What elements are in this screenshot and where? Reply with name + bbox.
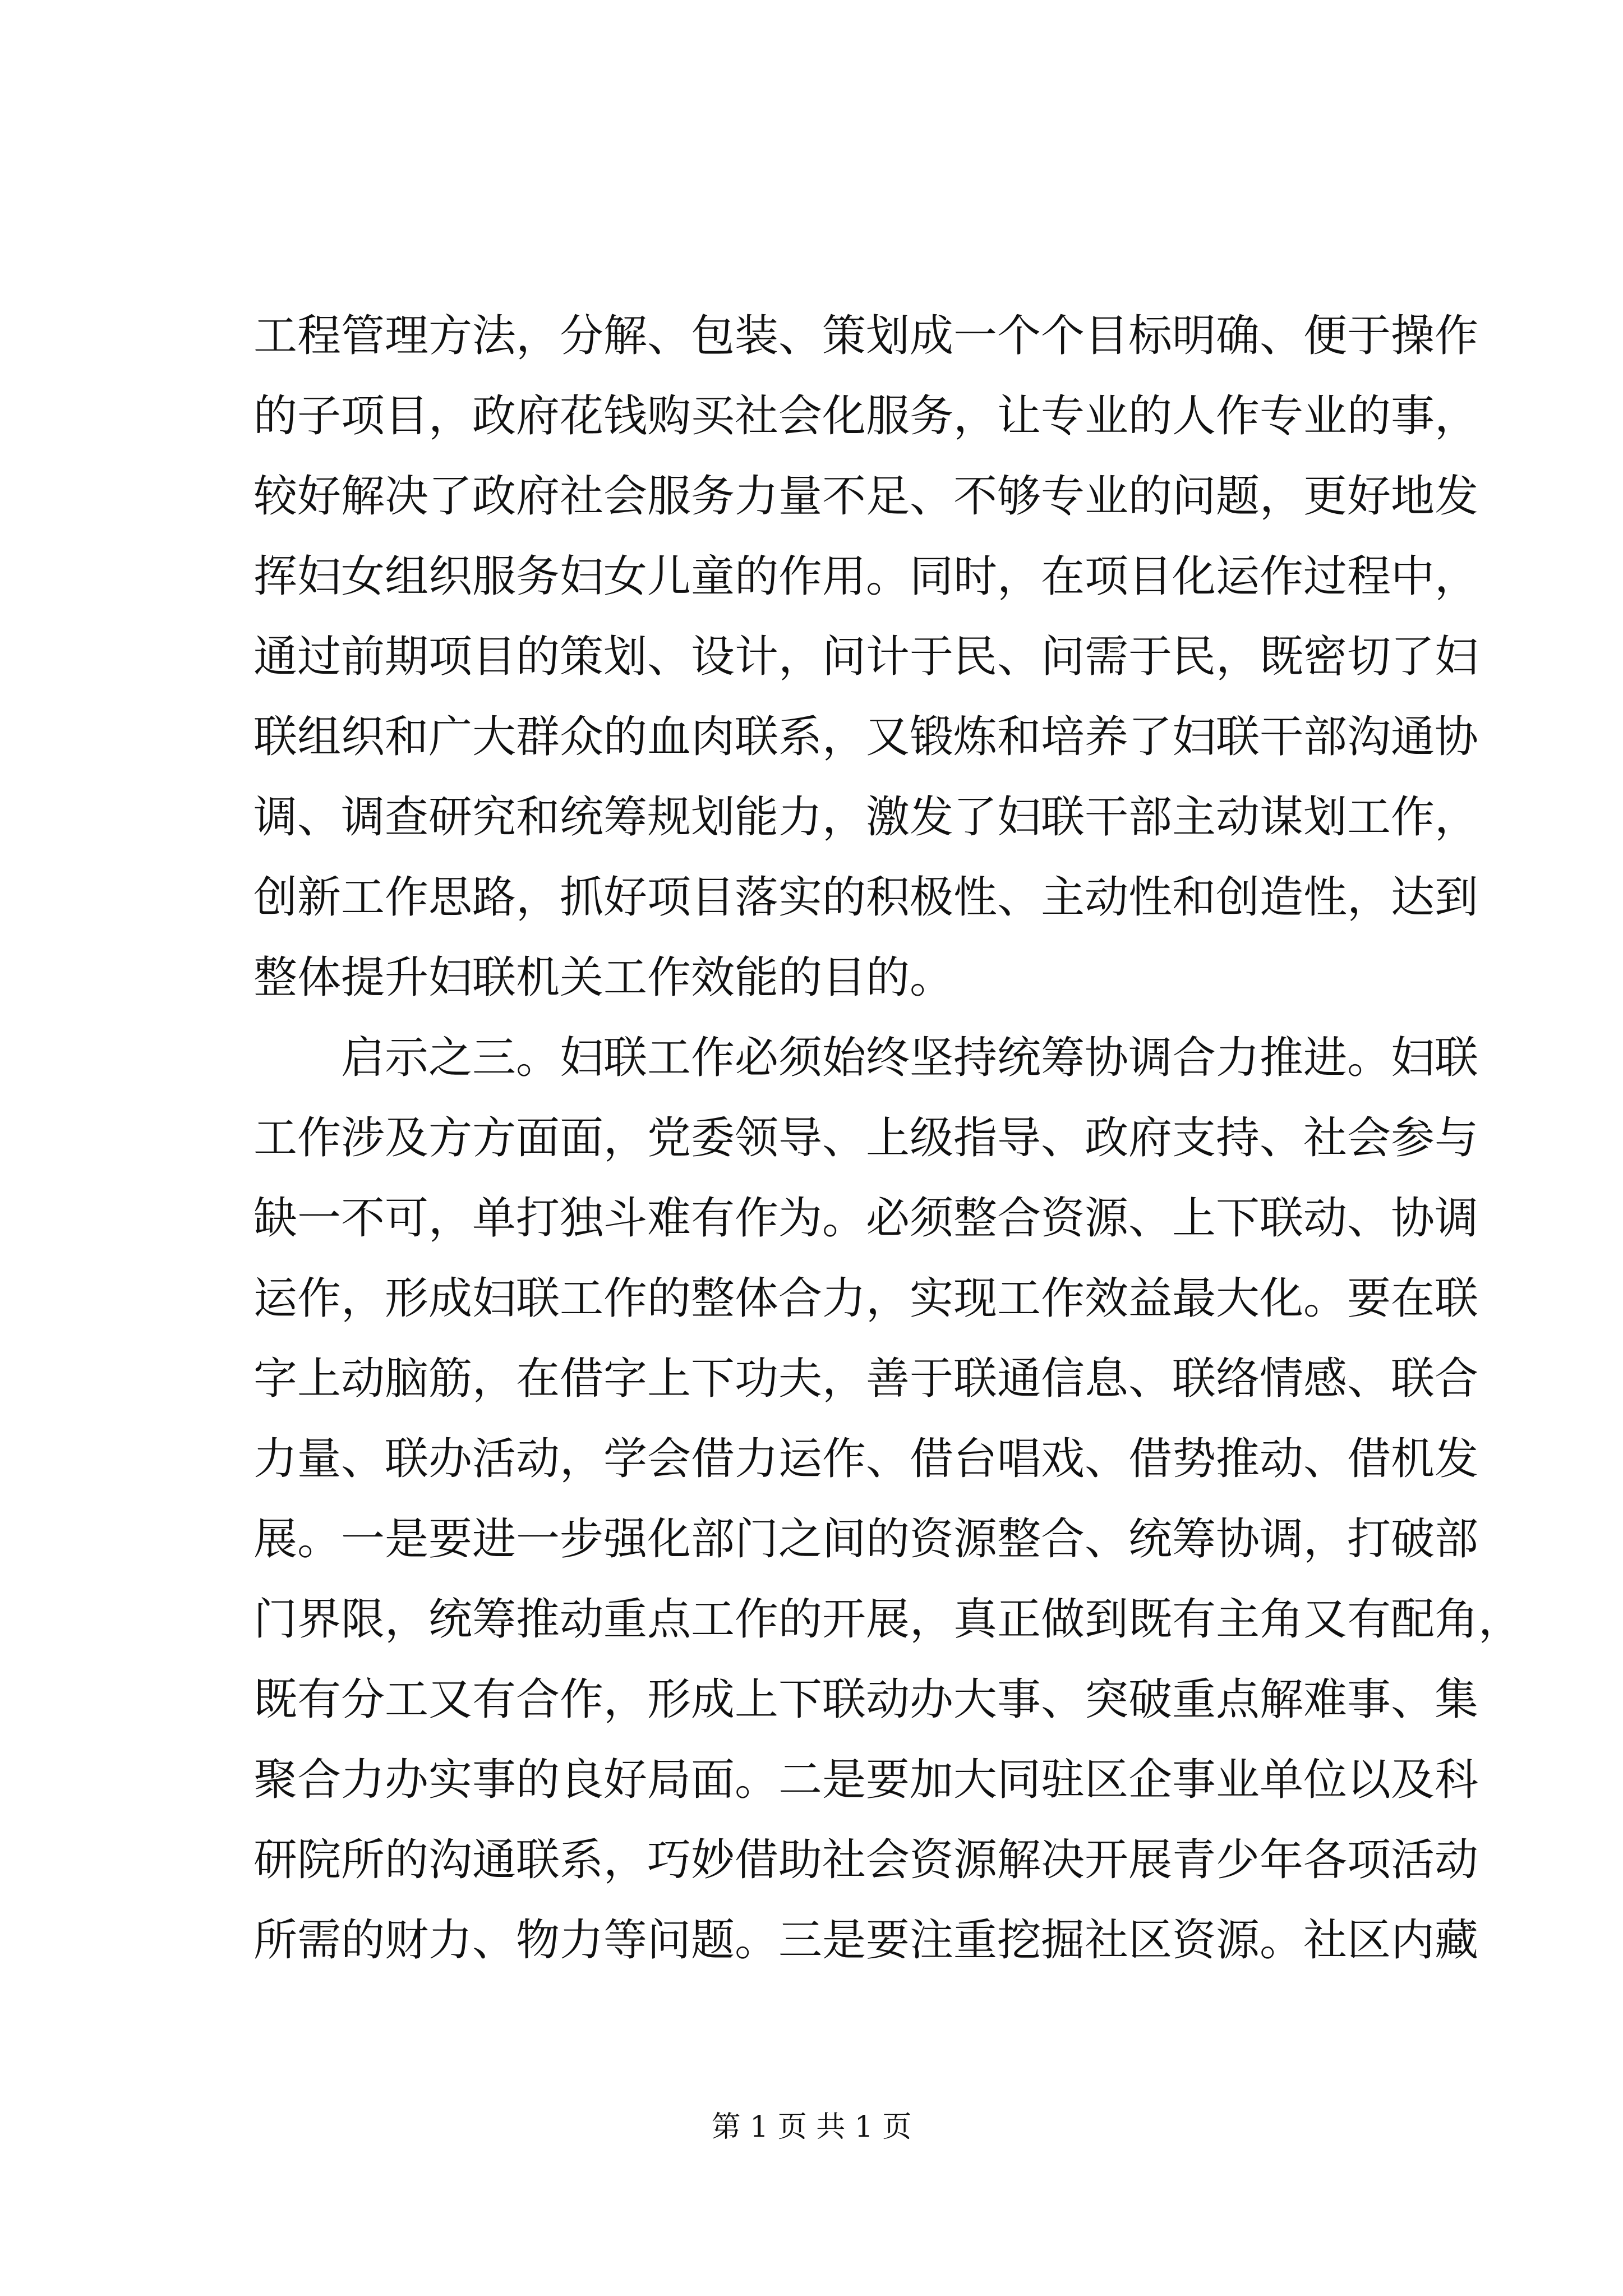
text-line: 创新工作思路，抓好项目落实的积极性、主动性和创造性，达到	[253, 872, 1479, 923]
text-line: 的子项目，政府花钱购买社会化服务，让专业的人作专业的事，	[253, 391, 1479, 441]
text-line: 展。一是要进一步强化部门之间的资源整合、统筹协调，打破部	[253, 1514, 1479, 1565]
document-body	[253, 296, 1523, 1981]
text-line: 工作涉及方方面面，党委领导、上级指导、政府支持、社会参与	[253, 1113, 1479, 1163]
text-line: 力量、联办活动，学会借力运作、借台唱戏、借势推动、借机发	[253, 1434, 1479, 1484]
text-line: 研院所的沟通联系，巧妙借助社会资源解决开展青少年各项活动	[253, 1835, 1479, 1885]
text-line: 缺一不可，单打独斗难有作为。必须整合资源、上下联动、协调	[253, 1193, 1479, 1244]
text-line: 联组织和广大群众的血肉联系，又锻炼和培养了妇联干部沟通协	[253, 712, 1479, 762]
text-line: 所需的财力、物力等问题。三是要注重挖掘社区资源。社区内藏	[253, 1915, 1479, 1966]
text-line: 整体提升妇联机关工作效能的目的。	[253, 953, 954, 1003]
text-line: 启示之三。妇联工作必须始终坚持统筹协调合力推进。妇联	[341, 1033, 1479, 1083]
text-line: 工程管理方法，分解、包装、策划成一个个目标明确、便于操作	[253, 311, 1479, 361]
text-line: 运作，形成妇联工作的整体合力，实现工作效益最大化。要在联	[253, 1273, 1479, 1324]
text-line: 通过前期项目的策划、设计，问计于民、问需于民，既密切了妇	[253, 632, 1479, 682]
text-line: 字上动脑筋，在借字上下功夫，善于联通信息、联络情感、联合	[253, 1354, 1479, 1404]
text-line: 聚合力办实事的良好局面。二是要加大同驻区企事业单位以及科	[253, 1755, 1479, 1805]
page-footer	[0, 2110, 1623, 2144]
page-number-label: 第 1 页 共 1 页	[711, 2110, 912, 2144]
text-line: 挥妇女组织服务妇女儿童的作用。同时，在项目化运作过程中，	[253, 551, 1479, 602]
text-line: 调、调查研究和统筹规划能力，激发了妇联干部主动谋划工作，	[253, 792, 1479, 843]
text-line: 门界限，统筹推动重点工作的开展，真正做到既有主角又有配角，	[253, 1594, 1523, 1645]
text-line: 较好解决了政府社会服务力量不足、不够专业的问题，更好地发	[253, 471, 1479, 522]
text-line: 既有分工又有合作，形成上下联动办大事、突破重点解难事、集	[253, 1674, 1479, 1725]
